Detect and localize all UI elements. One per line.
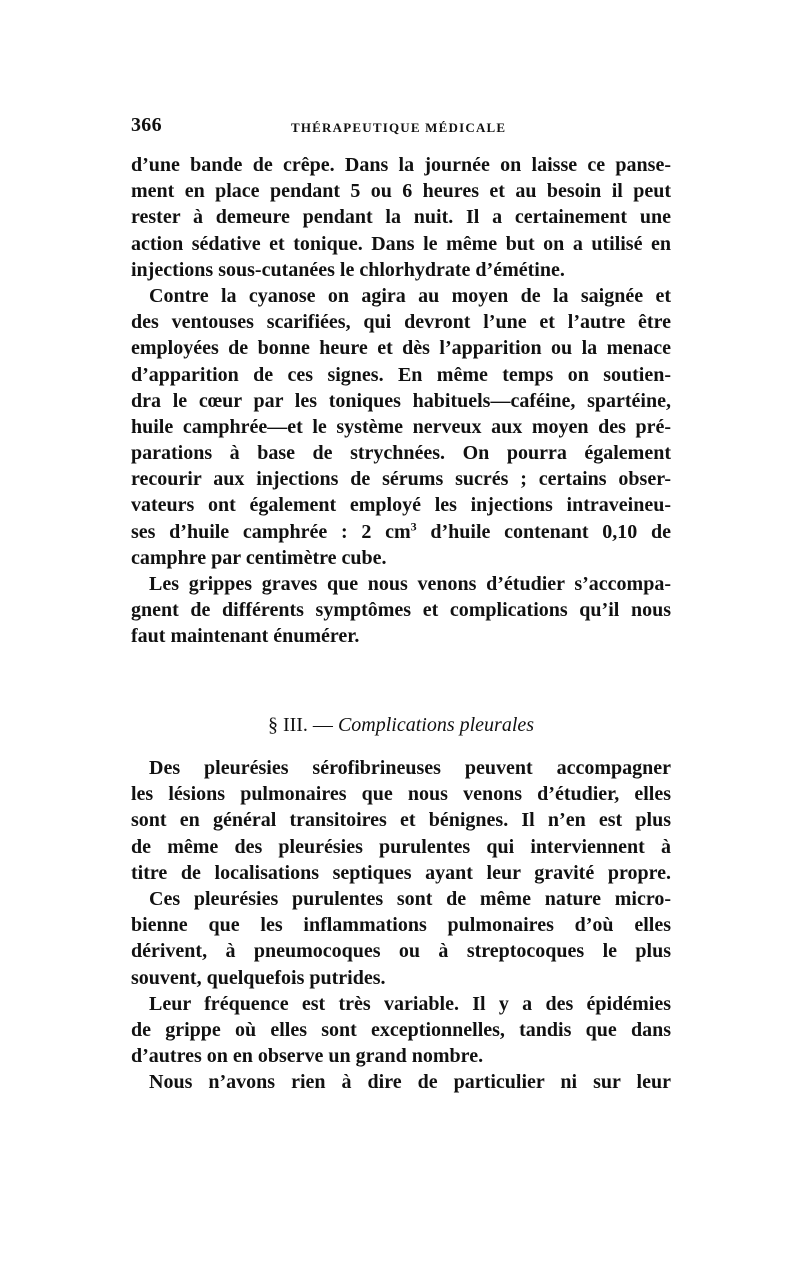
text-line: employées de bonne heure et dès l’apparition ou la menace <box>131 337 671 360</box>
section-number: § III. — <box>267 714 338 736</box>
text-line: Ces pleurésies purulentes sont de même nature micro- <box>149 887 671 910</box>
text-line: d’autres on en observe un grand nombre. <box>131 1045 484 1068</box>
text-line: sont en général transitoires et bénignes. Il n’en est plus <box>131 809 671 832</box>
text-line: Des pleurésies sérofibrineuses peuvent accompagner <box>149 757 671 779</box>
text-line: des ventouses scarifiées, qui devront l’une et l’autre être <box>131 311 671 334</box>
text-line-with-superscript <box>131 519 671 545</box>
text-line: dérivent, à pneumocoques ou à streptocoques le plus <box>131 940 671 963</box>
text-line: les lésions pulmonaires que nous venons d’étudier, elles <box>131 783 671 806</box>
text-fragment: d’huile contenant 0,10 de <box>416 520 672 543</box>
text-line: recourir aux injections de sérums sucrés ; certains obser- <box>131 468 671 491</box>
text-line: ment en place pendant 5 ou 6 heures et au besoin il peut <box>131 180 671 203</box>
text-line: camphre par centimètre cube. <box>131 546 387 569</box>
text-line: dra le cœur par les toniques habituels—caféine, spartéine, <box>131 389 671 412</box>
superscript: 3 <box>410 518 417 533</box>
text-line: injections sous-cutanées le chlorhydrate d’émétine. <box>131 258 565 281</box>
text-line: huile camphrée—et le système nerveux aux moyen des pré- <box>131 415 671 438</box>
text-fragment: ses d’huile camphrée : 2 cm <box>131 520 411 543</box>
section-heading <box>131 712 671 738</box>
text-line: parations à base de strychnées. On pourra également <box>131 442 671 465</box>
text-line: rester à demeure pendant la nuit. Il a certainement une <box>131 206 671 229</box>
text-line: de même des pleurésies purulentes qui interviennent à <box>131 835 671 858</box>
text-line: d’une bande de crêpe. Dans la journée on laisse ce panse- <box>131 154 671 176</box>
running-title: THÉRAPEUTIQUE MÉDICALE <box>291 120 507 135</box>
text-line: Contre la cyanose on agira au moyen de la saignée et <box>149 284 671 307</box>
text-line: action sédative et tonique. Dans le même but on a utilisé en <box>131 232 671 255</box>
text-line: titre de localisations septiques ayant leur gravité propre. <box>131 861 671 884</box>
paragraph-block-1 <box>131 152 671 650</box>
text-line: faut maintenant énumérer. <box>131 625 360 648</box>
running-head <box>131 114 671 142</box>
text-line: Les grippes graves que nous venons d’étudier s’accompa- <box>149 573 671 595</box>
text-line: bienne que les inflammations pulmonaires d’où elles <box>131 914 671 937</box>
text-line: Leur fréquence est très variable. Il y a des épidémies <box>149 992 671 1015</box>
text-line: vateurs ont également employé les injections intraveineu- <box>131 494 671 517</box>
page-number: 366 <box>131 114 162 136</box>
text-line: gnent de différents symptômes et complications qu’il nous <box>131 599 671 622</box>
text-line: souvent, quelquefois putrides. <box>131 966 386 989</box>
text-line: de grippe où elles sont exceptionnelles, tandis que dans <box>131 1018 671 1041</box>
paragraph-block-2 <box>131 755 671 1095</box>
section-title: Complications pleurales <box>337 714 535 736</box>
text-line: d’apparition de ces signes. En même temps on soutien- <box>131 363 671 386</box>
text-line: Nous n’avons rien à dire de particulier ni sur leur <box>149 1071 671 1094</box>
